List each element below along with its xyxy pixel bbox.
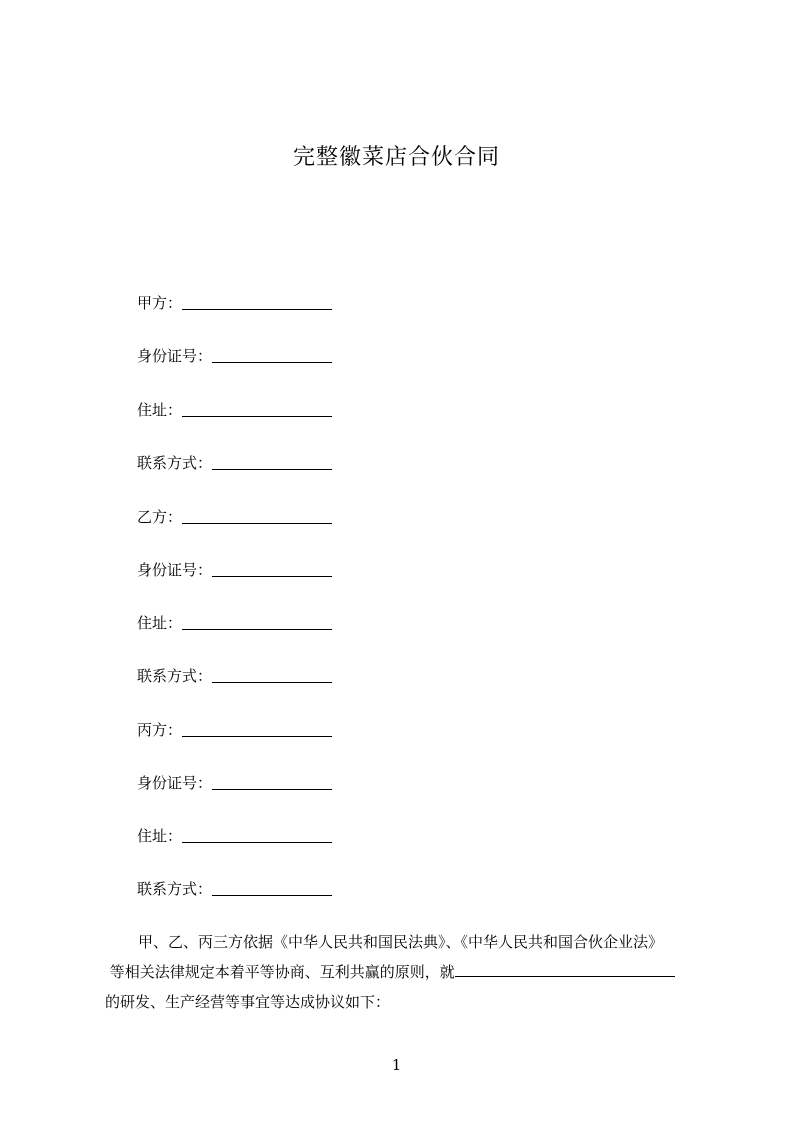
blank-line [182,507,332,524]
blank-line [212,560,332,577]
blank-line [212,773,332,790]
party-a-id-field [137,343,332,365]
blank-line [182,400,332,417]
field-label: 住址： [137,401,183,419]
document-title: 完整徽菜店合伙合同 [292,145,500,170]
field-label: 住址： [137,614,183,632]
intro-line-2 [105,957,705,987]
party-a-address-field [137,397,332,419]
blank-line [455,960,675,977]
field-label: 丙方： [137,721,183,739]
party-b-address-field [137,610,332,632]
page-number: 1 [391,1056,402,1074]
field-label: 身份证号： [137,561,213,579]
intro-text-2: 等相关法律规定本着平等协商、互利共赢的原则，就 [109,963,455,981]
intro-text-3: 的研发、生产经营等事宜等达成协议如下： [105,993,391,1011]
party-a-contact-field [137,450,332,472]
blank-line [182,826,332,843]
field-label: 联系方式： [137,880,213,898]
field-label: 乙方： [137,508,183,526]
intro-line-1 [105,927,705,957]
party-b-id-field [137,557,332,579]
blank-line [182,613,332,630]
blank-line [212,879,332,896]
field-label: 联系方式： [137,454,213,472]
field-label: 住址： [137,827,183,845]
field-label: 身份证号： [137,347,213,365]
party-c-contact-field [137,876,332,898]
field-label: 联系方式： [137,667,213,685]
field-label: 甲方： [137,294,183,312]
intro-line-3 [105,987,705,1017]
party-b-contact-field [137,663,332,685]
blank-line [182,293,332,310]
field-label: 身份证号： [137,774,213,792]
party-c-id-field [137,770,332,792]
blank-line [182,720,332,737]
party-c-address-field [137,823,332,845]
party-a-name-field [137,290,332,312]
party-b-name-field [137,504,332,526]
party-c-name-field [137,717,332,739]
blank-line [212,346,332,363]
blank-line [212,666,332,683]
intro-text-1: 甲、乙、丙三方依据《中华人民共和国民法典》、《中华人民共和国合伙企业法》 [138,933,664,951]
intro-paragraph [105,927,705,1017]
blank-line [212,453,332,470]
